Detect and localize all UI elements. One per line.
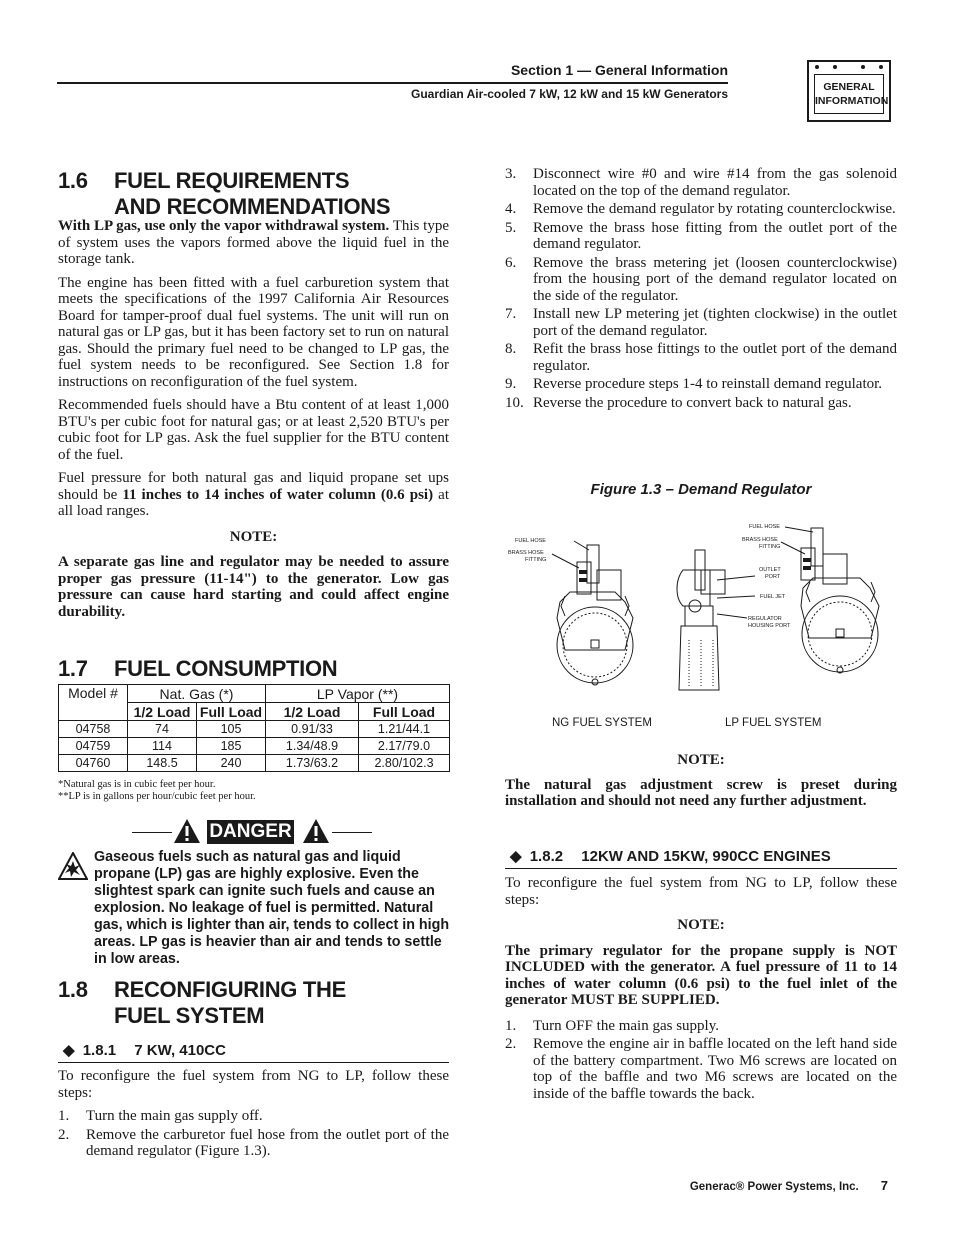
section-1-8-2-body	[505, 875, 897, 1102]
page-footer	[560, 1178, 888, 1193]
footnote: **LP is in gallons per hour/cubic feet per hour.	[58, 791, 256, 802]
step-text: Install new LP metering jet (tighten clockwise) in the outlet port of the demand regulator.	[533, 306, 897, 339]
paragraph: To reconfigure the fuel system from NG to LP, follow these steps:	[505, 875, 897, 908]
steps-list	[505, 1018, 897, 1103]
callout-fitting: FITTING	[525, 557, 547, 563]
heading-text: FUEL REQUIREMENTS	[114, 168, 350, 193]
table-cell: 185	[197, 738, 266, 755]
section-tab	[807, 60, 891, 122]
callout-outlet: OUTLET	[759, 567, 781, 573]
heading-text-line2: AND RECOMMENDATIONS	[114, 194, 391, 219]
note-text: A separate gas line and regulator may be needed to assure proper gas pressure (11-14") to the generator. Low gas pressure can cause hard starting and could affect engine durability.	[58, 554, 449, 620]
step-number: 2.	[58, 1126, 70, 1143]
list-item	[58, 1127, 449, 1160]
callout-fuel-hose: FUEL HOSE	[515, 538, 546, 544]
step-text: Reverse the procedure to convert back to natural gas.	[533, 394, 852, 411]
tab-dot	[861, 65, 865, 69]
col-header-full-load: Full Load	[197, 703, 266, 721]
subheading-text: 12KW AND 15KW, 990CC ENGINES	[581, 848, 831, 865]
bold-run: 11 inches to 14 inches of water column (0.6 psi)	[122, 486, 434, 503]
diamond-bullet-icon: ◆	[63, 1042, 75, 1059]
table-cell: 04758	[59, 721, 128, 738]
step-number: 5.	[505, 219, 517, 236]
tab-line-1: GENERAL	[823, 81, 875, 93]
note-text: The primary regulator for the propane supply is NOT INCLUDED with the generator. A fuel pressure of 11 to 14 inches of water column (0.6 psi) to the fuel inlet of the generator MUST BE SUPPLIED.	[505, 942, 897, 1008]
callout-fitting: FITTING	[759, 544, 781, 550]
steps-list	[58, 1108, 449, 1160]
table-cell: 0.91/33	[266, 721, 359, 738]
note-block	[505, 752, 897, 810]
step-text: Remove the brass metering jet (loosen counterclockwise) from the housing port of the demand regulator located on the side of the regulator.	[533, 254, 897, 304]
note-label: NOTE:	[677, 917, 725, 933]
list-item	[505, 376, 897, 393]
step-text: Remove the demand regulator by rotating counterclockwise.	[533, 201, 896, 217]
callout-port: PORT	[765, 574, 781, 580]
table-cell: 1.34/48.9	[266, 738, 359, 755]
warning-triangle-icon	[302, 818, 330, 844]
header-subtitle: Guardian Air-cooled 7 kW, 12 kW and 15 kW Generators	[411, 87, 728, 101]
callout-fuel-hose: FUEL HOSE	[749, 524, 780, 530]
callout-housing-port: HOUSING PORT	[748, 623, 791, 629]
list-item	[505, 1018, 897, 1035]
table-row	[59, 738, 450, 755]
subheading-rule	[58, 1062, 449, 1063]
col-header-full-load: Full Load	[359, 703, 450, 721]
heading-text-line2: FUEL SYSTEM	[114, 1003, 265, 1028]
table-cell: 04759	[59, 738, 128, 755]
bold-lead: With LP gas, use only the vapor withdrawal system.	[58, 218, 390, 234]
steps-continued	[505, 166, 897, 411]
heading-1-7	[58, 656, 458, 682]
table-row	[59, 755, 450, 772]
step-number: 4.	[505, 201, 517, 217]
step-text: Remove the engine air in baffle located on the left hand side of the battery compartment. Two M6 screws are located on top of the baffle and two M6 screws are located on the inside of the baffle towards the back.	[533, 1036, 897, 1102]
paragraph	[58, 470, 449, 520]
tab-line-2: INFORMATION	[815, 95, 889, 107]
subheading-number: 1.8.1	[82, 1042, 117, 1059]
step-text: Remove the brass hose fitting from the outlet port of the demand regulator.	[533, 219, 897, 252]
table-cell: 148.5	[128, 755, 197, 772]
step-text: Remove the carburetor fuel hose from the outlet port of the demand regulator (Figure 1.3).	[86, 1126, 449, 1159]
note-label: NOTE:	[677, 752, 725, 768]
text-run: at all load ranges.	[58, 486, 449, 519]
subheading-text: 7 KW, 410CC	[134, 1042, 226, 1059]
subheading-rule	[505, 868, 897, 869]
callout-regulator: REGULATOR	[748, 616, 782, 622]
table-cell: 04760	[59, 755, 128, 772]
step-number: 10.	[505, 394, 524, 411]
danger-rule-left	[132, 832, 172, 833]
label-ng-fuel-system: NG FUEL SYSTEM	[552, 717, 652, 729]
tab-dot	[833, 65, 837, 69]
table-header-row	[59, 685, 450, 703]
heading-text: RECONFIGURING THE	[114, 977, 347, 1002]
paragraph: Recommended fuels should have a Btu content of at least 1,000 BTU's per cubic foot for natural gas; or at least 2,520 BTU's per cubic foot for LP gas. Ask the fuel supplier for the BTU content of the fuel.	[58, 397, 449, 463]
step-number: 9.	[505, 376, 517, 392]
demand-regulator-diagram	[505, 510, 897, 740]
section-1-6-body	[58, 218, 449, 620]
section-tab-label	[814, 74, 889, 114]
list-item	[505, 166, 897, 199]
table-cell: 74	[128, 721, 197, 738]
col-header-half-load: 1/2 Load	[266, 703, 359, 721]
step-text: Turn OFF the main gas supply.	[533, 1017, 719, 1034]
footnote: *Natural gas is in cubic feet per hour.	[58, 779, 216, 790]
text-run: This type of system uses the vapors formed above the liquid fuel in the storage tank.	[58, 218, 449, 267]
list-item	[505, 306, 897, 339]
heading-number: 1.8	[58, 977, 88, 1002]
heading-number: 1.6	[58, 168, 88, 193]
heading-1-8	[58, 977, 458, 1029]
step-text: Disconnect wire #0 and wire #14 from the gas solenoid located on the top of the demand regulator.	[533, 166, 897, 199]
heading-1-6	[58, 168, 458, 220]
danger-label: DANGER	[207, 820, 294, 844]
header-section-title: Section 1 — General Information	[510, 62, 728, 78]
col-header-half-load: 1/2 Load	[128, 703, 197, 721]
list-item	[505, 1036, 897, 1102]
danger-rule-right	[332, 832, 372, 833]
step-number: 6.	[505, 254, 517, 271]
figure-caption: Figure 1.3 – Demand Regulator	[590, 481, 812, 498]
table-cell: 1.73/63.2	[266, 755, 359, 772]
tab-dot	[815, 65, 819, 69]
section-1-8-1-body	[58, 1068, 449, 1160]
paragraph: The engine has been fitted with a fuel carburetion system that meets the specifications of the 1997 California Air Resources Board for tamper-proof dual fuel systems. The unit will run on natural gas or LP gas, but it has been factory set to run on natural gas. Should the primary fuel need to be changed to LP gas, the fuel system needs to be reconfigured. See Section 1.8 for instructions on reconfiguration of the fuel system.	[58, 274, 449, 390]
callout-fuel-jet: FUEL JET	[760, 594, 786, 600]
fuel-consumption-table	[58, 684, 450, 772]
diamond-bullet-icon: ◆	[510, 848, 522, 865]
step-number: 2.	[505, 1036, 517, 1052]
list-item	[505, 220, 897, 253]
header-rule	[57, 82, 728, 84]
table-cell: 105	[197, 721, 266, 738]
danger-text: Gaseous fuels such as natural gas and liquid propane (LP) gas are highly explosive. Even the slightest spark can ignite such fuels and cause an explosion. No leakage of fuel is permitted. Natural gas, which is lighter than air, tends to collect in high areas. LP gas is heavier than air and tends to settle in low areas.	[94, 849, 450, 967]
list-item	[58, 1108, 449, 1125]
table-cell: 2.80/102.3	[359, 755, 450, 772]
list-item	[505, 395, 897, 412]
col-header-nat-gas: Nat. Gas (*)	[128, 685, 266, 703]
tab-dot	[879, 65, 883, 69]
callout-brass-hose: BRASS HOSE	[508, 550, 544, 556]
step-text: Refit the brass hose fittings to the outlet port of the demand regulator.	[533, 341, 897, 374]
step-number: 1.	[505, 1017, 517, 1034]
step-text: Turn the main gas supply off.	[86, 1108, 263, 1124]
subheading-number: 1.8.2	[529, 848, 564, 865]
step-number: 7.	[505, 306, 517, 322]
heading-1-8-2	[510, 848, 900, 866]
step-text: Reverse procedure steps 1-4 to reinstall demand regulator.	[533, 376, 883, 392]
paragraph: To reconfigure the fuel system from NG to LP, follow these steps:	[58, 1068, 449, 1101]
table-cell: 114	[128, 738, 197, 755]
table-row	[59, 721, 450, 738]
text-run: Fuel pressure for both natural gas and liquid propane set ups should be	[58, 470, 449, 503]
page-number: 7	[880, 1178, 888, 1193]
steps-list	[505, 166, 897, 411]
col-header-lp-vapor: LP Vapor (**)	[266, 685, 450, 703]
heading-number: 1.7	[58, 656, 88, 681]
table-cell: 1.21/44.1	[359, 721, 450, 738]
step-number: 8.	[505, 341, 517, 357]
heading-text: FUEL CONSUMPTION	[114, 656, 338, 681]
col-header-model: Model #	[59, 685, 128, 721]
explosion-hazard-icon	[58, 852, 88, 880]
list-item	[505, 255, 897, 305]
paragraph	[58, 218, 449, 268]
footer-company: Generac® Power Systems, Inc.	[689, 1181, 859, 1193]
step-number: 1.	[58, 1108, 70, 1124]
table-cell: 2.17/79.0	[359, 738, 450, 755]
warning-triangle-icon	[173, 818, 201, 844]
heading-1-8-1	[63, 1042, 453, 1060]
table-cell: 240	[197, 755, 266, 772]
callout-brass-hose: BRASS HOSE	[742, 537, 778, 543]
list-item	[505, 201, 897, 218]
label-lp-fuel-system: LP FUEL SYSTEM	[725, 717, 822, 729]
list-item	[505, 341, 897, 374]
note-label: NOTE:	[229, 528, 278, 545]
note-text: The natural gas adjustment screw is preset during installation and should not need any further adjustment.	[505, 776, 897, 809]
step-number: 3.	[505, 166, 517, 182]
